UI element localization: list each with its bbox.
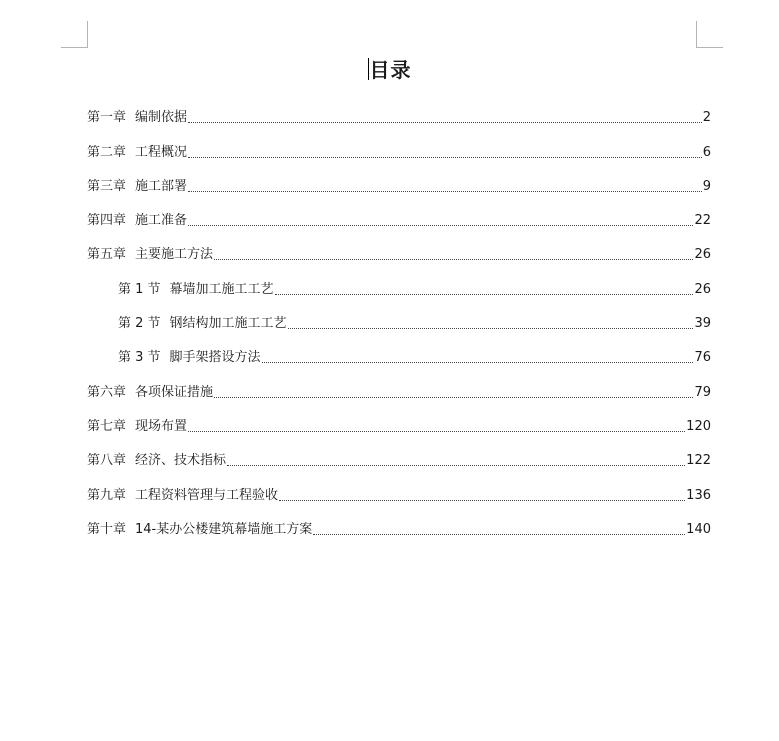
toc-entry-page-number: 136 (686, 487, 711, 503)
toc-entry-title: 工程概况 (135, 144, 188, 160)
toc-entry-title: 各项保证措施 (135, 384, 214, 400)
toc-entry-number: 第 1 节 (118, 281, 161, 297)
toc-entry[interactable] (87, 237, 711, 271)
toc-title-text: 目录 (369, 58, 412, 82)
toc-entry-title: 工程资料管理与工程验收 (135, 487, 279, 503)
toc-entry-number: 第七章 (87, 418, 127, 434)
text-cursor (368, 58, 369, 80)
toc-entry-title: 施工部署 (135, 178, 188, 194)
toc-entry-title: 施工准备 (135, 213, 188, 229)
toc-entry-page-number: 79 (694, 384, 711, 400)
toc-dot-leader (188, 157, 702, 158)
toc-dot-leader (288, 328, 694, 329)
toc-entry-title: 幕墙加工施工工艺 (169, 281, 274, 297)
toc-entry[interactable] (87, 169, 711, 203)
toc-dot-leader (214, 397, 693, 398)
toc-entry[interactable] (87, 340, 711, 374)
toc-entry-page-number: 76 (694, 350, 711, 366)
toc-entry-page-number: 9 (702, 178, 711, 194)
toc-dot-leader (188, 225, 693, 226)
toc-entry-page-number: 120 (686, 418, 711, 434)
toc-entry-title: 编制依据 (135, 110, 188, 126)
toc-entry-number: 第十章 (87, 521, 127, 537)
toc-entry-number: 第四章 (87, 213, 127, 229)
toc-entry-number: 第 2 节 (118, 316, 161, 332)
toc-entry[interactable] (87, 306, 711, 340)
toc-entry-page-number: 39 (694, 316, 711, 332)
toc-entry-label (87, 418, 187, 436)
toc-entry[interactable] (87, 512, 711, 546)
toc-entry-number: 第一章 (87, 110, 127, 126)
toc-entry-label (87, 452, 226, 470)
toc-dot-leader (262, 362, 694, 363)
toc-entry-title: 脚手架搭设方法 (169, 350, 261, 366)
toc-entry[interactable] (87, 100, 711, 134)
toc-entry[interactable] (87, 374, 711, 408)
toc-dot-leader (188, 191, 702, 192)
crop-mark-top-left (61, 21, 88, 48)
toc-entry-label (118, 281, 274, 299)
toc-dot-leader (313, 534, 685, 535)
toc-entry-number: 第九章 (87, 487, 127, 503)
toc-entry-number: 第三章 (87, 178, 127, 194)
toc-dot-leader (227, 465, 685, 466)
table-of-contents (87, 100, 711, 546)
toc-entry[interactable] (87, 477, 711, 511)
toc-entry-page-number: 26 (694, 281, 711, 297)
toc-entry-label (87, 212, 187, 230)
toc-entry-label (87, 487, 278, 505)
toc-entry-title: 14-某办公楼建筑幕墙施工方案 (135, 521, 313, 537)
toc-title[interactable] (0, 56, 779, 84)
toc-entry-label (118, 315, 287, 333)
toc-dot-leader (188, 431, 685, 432)
toc-entry-label (87, 521, 312, 539)
toc-dot-leader (279, 500, 685, 501)
toc-entry-number: 第八章 (87, 453, 127, 469)
toc-entry-page-number: 122 (686, 453, 711, 469)
toc-entry-page-number: 22 (694, 213, 711, 229)
toc-dot-leader (275, 294, 694, 295)
toc-entry-number: 第二章 (87, 144, 127, 160)
toc-entry-title: 现场布置 (135, 418, 188, 434)
toc-entry-number: 第六章 (87, 384, 127, 400)
toc-entry-label (87, 109, 187, 127)
toc-entry-page-number: 26 (694, 247, 711, 263)
toc-entry[interactable] (87, 203, 711, 237)
toc-entry-label (87, 384, 213, 402)
toc-entry-label (87, 178, 187, 196)
toc-entry-number: 第 3 节 (118, 350, 161, 366)
toc-entry-page-number: 140 (686, 521, 711, 537)
crop-mark-top-right (696, 21, 723, 48)
toc-entry-number: 第五章 (87, 247, 127, 263)
toc-entry-label (118, 349, 261, 367)
toc-entry[interactable] (87, 443, 711, 477)
toc-entry-title: 主要施工方法 (135, 247, 214, 263)
toc-entry-title: 经济、技术指标 (135, 453, 227, 469)
toc-entry-label (87, 144, 187, 162)
toc-entry-label (87, 246, 213, 264)
toc-entry-page-number: 6 (702, 144, 711, 160)
toc-entry[interactable] (87, 134, 711, 168)
toc-entry-title: 钢结构加工施工工艺 (169, 316, 287, 332)
toc-entry-page-number: 2 (702, 110, 711, 126)
toc-entry[interactable] (87, 409, 711, 443)
toc-dot-leader (188, 122, 702, 123)
toc-dot-leader (214, 259, 693, 260)
toc-entry[interactable] (87, 271, 711, 305)
